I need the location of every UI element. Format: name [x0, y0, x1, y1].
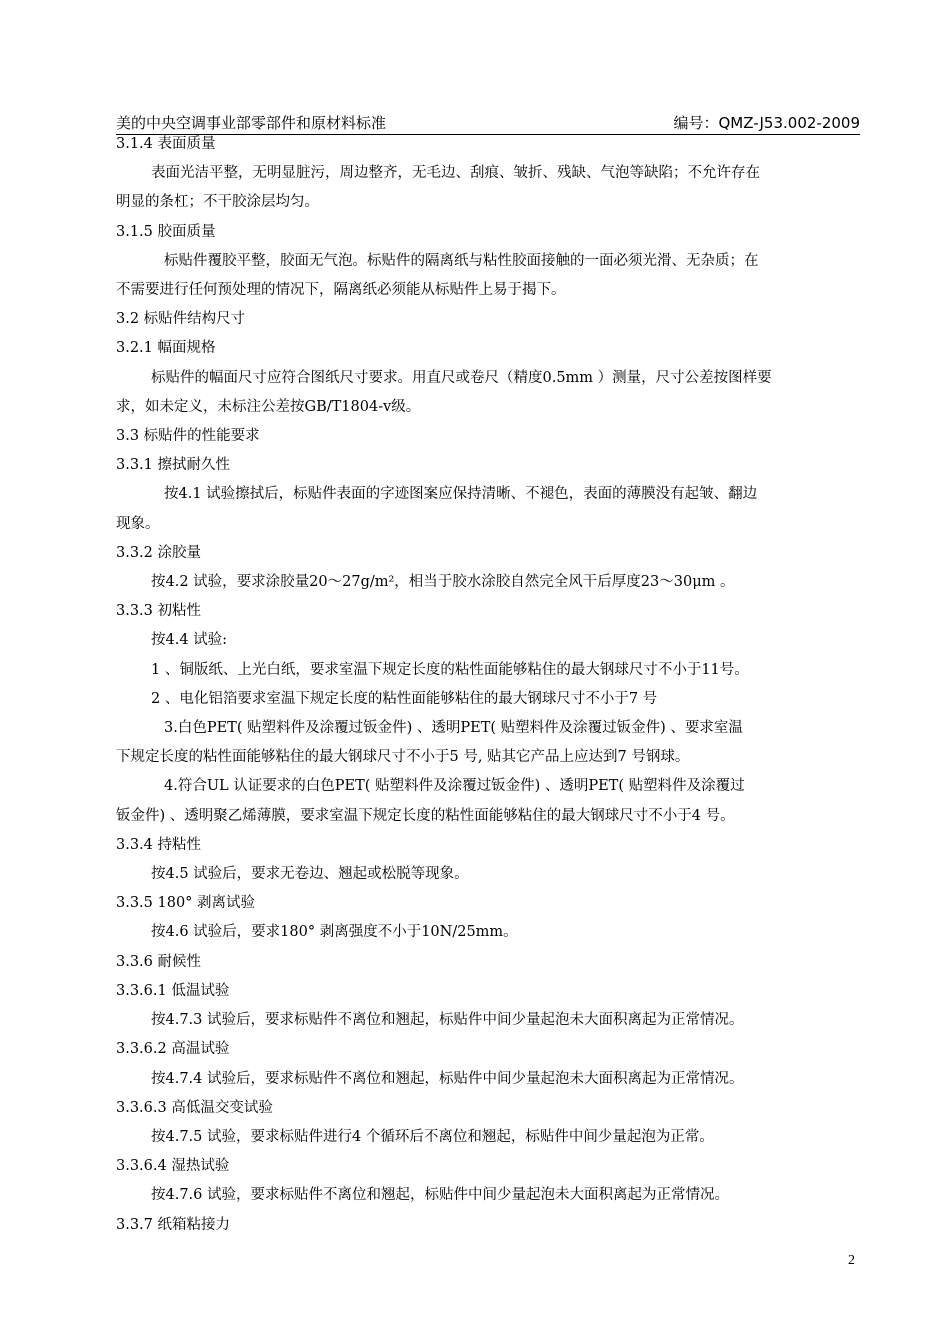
text-line: 按4.2 试验，要求涂胶量20～27g/m²，相当于胶水涂胶自然完全风干后厚度23～30μm 。 — [151, 574, 735, 591]
text-line: 4.符合UL 认证要求的白色PET( 贴塑料件及涂覆过钣金件) 、透明PET( 贴塑料件及涂覆过 — [164, 778, 745, 795]
text-line: 3.3.7 纸箱粘接力 — [116, 1216, 231, 1233]
text-line: 按4.5 试验后，要求无卷边、翘起或松脱等现象。 — [151, 866, 469, 883]
text-line: 下规定长度的粘性面能够粘住的最大钢球尺寸不小于5 号, 贴其它产品上应达到7 号钢球。 — [116, 749, 690, 766]
text-line: 按4.4 试验: — [151, 632, 228, 649]
page-number: 2 — [848, 1253, 855, 1268]
text-line: 明显的条杠；不干胶涂层均匀。 — [116, 194, 319, 211]
text-line: 3.3.3 初粘性 — [116, 603, 202, 620]
text-line: 不需要进行任何预处理的情况下，隔离纸必须能从标贴件上易于揭下。 — [116, 282, 566, 299]
text-line: 按4.7.5 试验，要求标贴件进行4 个循环后不离位和翘起，标贴件中间少量起泡为正常。 — [151, 1128, 714, 1145]
text-line: 2 、电化铝箔要求室温下规定长度的粘性面能够粘住的最大钢球尺寸不小于7 号 — [151, 690, 658, 707]
text-line: 3.白色PET( 贴塑料件及涂覆过钣金件) 、透明PET( 贴塑料件及涂覆过钣金件) 、要求室温 — [164, 720, 743, 737]
text-line: 3.3.6.4 湿热试验 — [116, 1158, 230, 1175]
text-line: 3.3.1 擦拭耐久性 — [116, 457, 231, 474]
text-line: 3.2 标贴件结构尺寸 — [116, 311, 246, 328]
text-line: 3.3.6 耐候性 — [116, 953, 202, 970]
text-line: 3.3.6.1 低温试验 — [116, 982, 230, 999]
text-line: 3.3.5 180° 剥离试验 — [116, 895, 256, 912]
document-code: 编号：QMZ-J53.002-2009 — [673, 114, 860, 132]
document-body — [116, 130, 860, 1240]
text-line: 按4.7.3 试验后，要求标贴件不离位和翘起，标贴件中间少量起泡未大面积离起为正常情况。 — [151, 1012, 744, 1029]
text-line: 表面光洁平整，无明显脏污，周边整齐，无毛边、刮痕、皱折、残缺、气泡等缺陷；不允许存在 — [151, 165, 760, 182]
text-line: 求，如未定义，未标注公差按GB/T1804-v级。 — [116, 398, 421, 415]
text-line: 按4.7.4 试验后，要求标贴件不离位和翘起，标贴件中间少量起泡未大面积离起为正常情况。 — [151, 1070, 744, 1087]
text-line: 按4.6 试验后，要求180° 剥离强度不小于10N/25mm。 — [151, 924, 518, 941]
text-line: 3.3.6.3 高低温交变试验 — [116, 1099, 273, 1116]
text-line: 现象。 — [116, 515, 160, 532]
text-line: 3.2.1 幅面规格 — [116, 340, 216, 357]
text-line: 3.3.2 涂胶量 — [116, 544, 202, 561]
text-line: 按4.1 试验擦拭后，标贴件表面的字迹图案应保持清晰、不褪色，表面的薄膜没有起皱、翻边 — [164, 486, 758, 503]
text-line: 3.3.4 持粘性 — [116, 836, 202, 853]
header-title: 美的中央空调事业部零部件和原材料标准 — [116, 114, 387, 132]
text-line: 3.3 标贴件的性能要求 — [116, 428, 260, 445]
text-line: 标贴件覆胶平整，胶面无气泡。标贴件的隔离纸与粘性胶面接触的一面必须光滑、无杂质；在 — [164, 252, 759, 269]
text-line: 1 、铜版纸、上光白纸，要求室温下规定长度的粘性面能够粘住的最大钢球尺寸不小于11号。 — [151, 661, 749, 678]
text-line: 3.1.4 表面质量 — [116, 136, 216, 152]
text-line: 标贴件的幅面尺寸应符合图纸尺寸要求。用直尺或卷尺（精度0.5mm ）测量，尺寸公差按图样要 — [151, 369, 772, 386]
text-line: 钣金件) 、透明聚乙烯薄膜，要求室温下规定长度的粘性面能够粘住的最大钢球尺寸不小于4 号。 — [116, 807, 735, 824]
text-line: 3.3.6.2 高温试验 — [116, 1041, 230, 1058]
text-line: 3.1.5 胶面质量 — [116, 223, 216, 240]
text-line: 按4.7.6 试验，要求标贴件不离位和翘起，标贴件中间少量起泡未大面积离起为正常情况。 — [151, 1187, 729, 1204]
